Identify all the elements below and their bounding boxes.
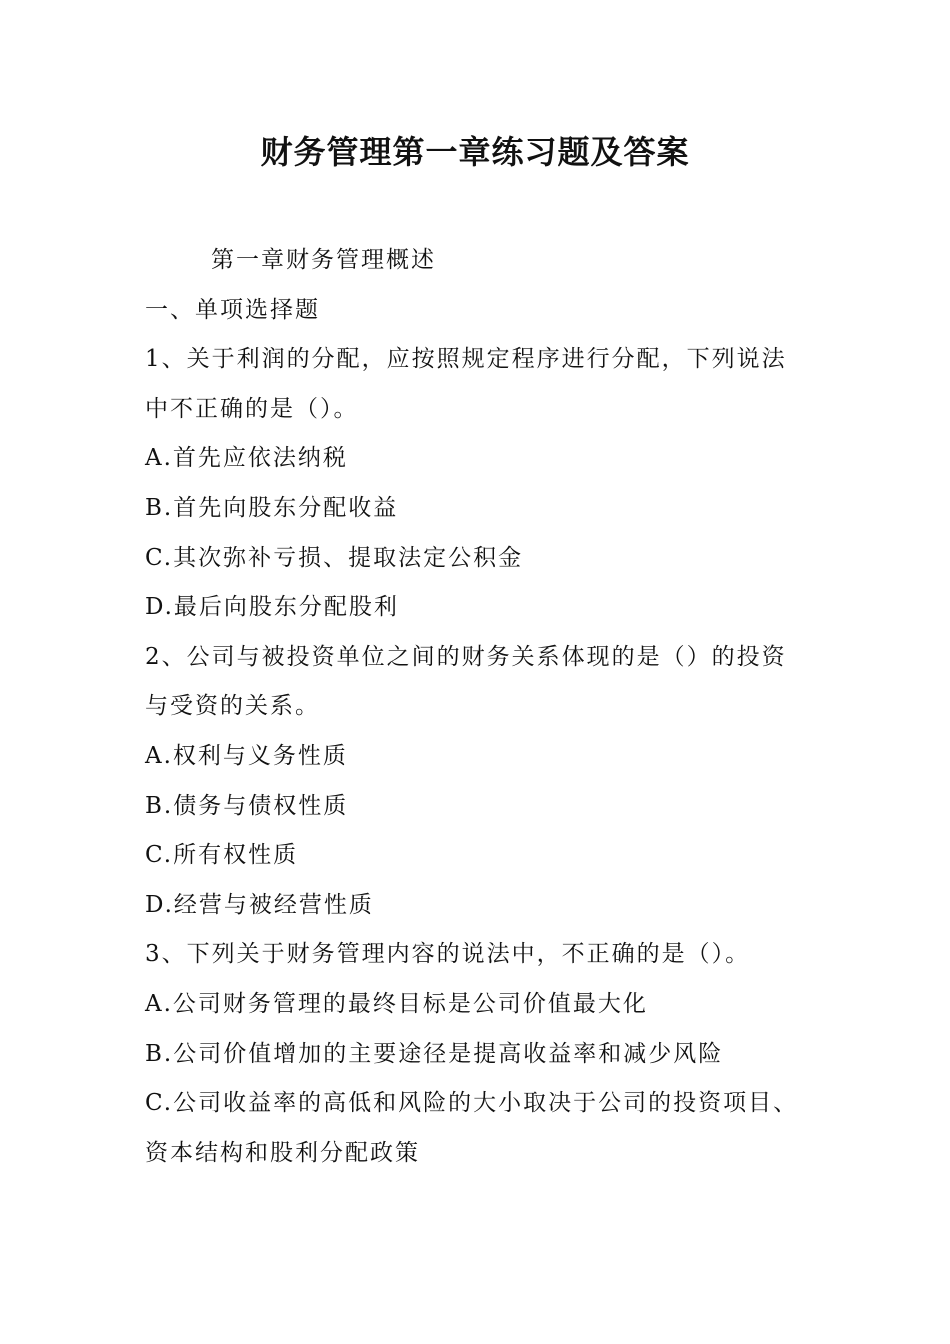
question-2-option-c: C.所有权性质	[145, 842, 299, 869]
question-2-stem-line-1: 2、公司与被投资单位之间的财务关系体现的是（）的投资	[145, 643, 787, 670]
question-1-stem-line-2: 中不正确的是（）。	[145, 395, 359, 422]
chapter-heading: 第一章财务管理概述	[211, 247, 436, 273]
document-title: 财务管理第一章练习题及答案	[260, 133, 690, 171]
question-2-option-b: B.债务与债权性质	[145, 792, 349, 819]
question-3-option-b: B.公司价值增加的主要途径是提高收益率和减少风险	[145, 1040, 724, 1067]
section-heading: 一、单项选择题	[145, 296, 320, 323]
question-3-stem-line-1: 3、下列关于财务管理内容的说法中，不正确的是（）。	[145, 941, 751, 968]
question-2-stem-line-2: 与受资的关系。	[145, 693, 320, 720]
question-2-option-a: A.权利与义务性质	[145, 742, 348, 769]
question-2-option-d: D.经营与被经营性质	[145, 891, 374, 918]
question-1-option-c: C.其次弥补亏损、提取法定公积金	[145, 544, 524, 571]
question-3-option-c-continued: 资本结构和股利分配政策	[145, 1139, 420, 1166]
question-1-option-a: A.首先应依法纳税	[145, 445, 348, 472]
question-3-option-a: A.公司财务管理的最终目标是公司价值最大化	[145, 990, 648, 1017]
question-1-stem-line-1: 1、关于利润的分配，应按照规定程序进行分配，下列说法	[145, 346, 787, 373]
question-1-option-b: B.首先向股东分配收益	[145, 494, 399, 521]
question-1-option-d: D.最后向股东分配股利	[145, 594, 399, 621]
question-3-option-c: C.公司收益率的高低和风险的大小取决于公司的投资项目、	[145, 1090, 799, 1117]
document-body	[145, 236, 835, 1178]
